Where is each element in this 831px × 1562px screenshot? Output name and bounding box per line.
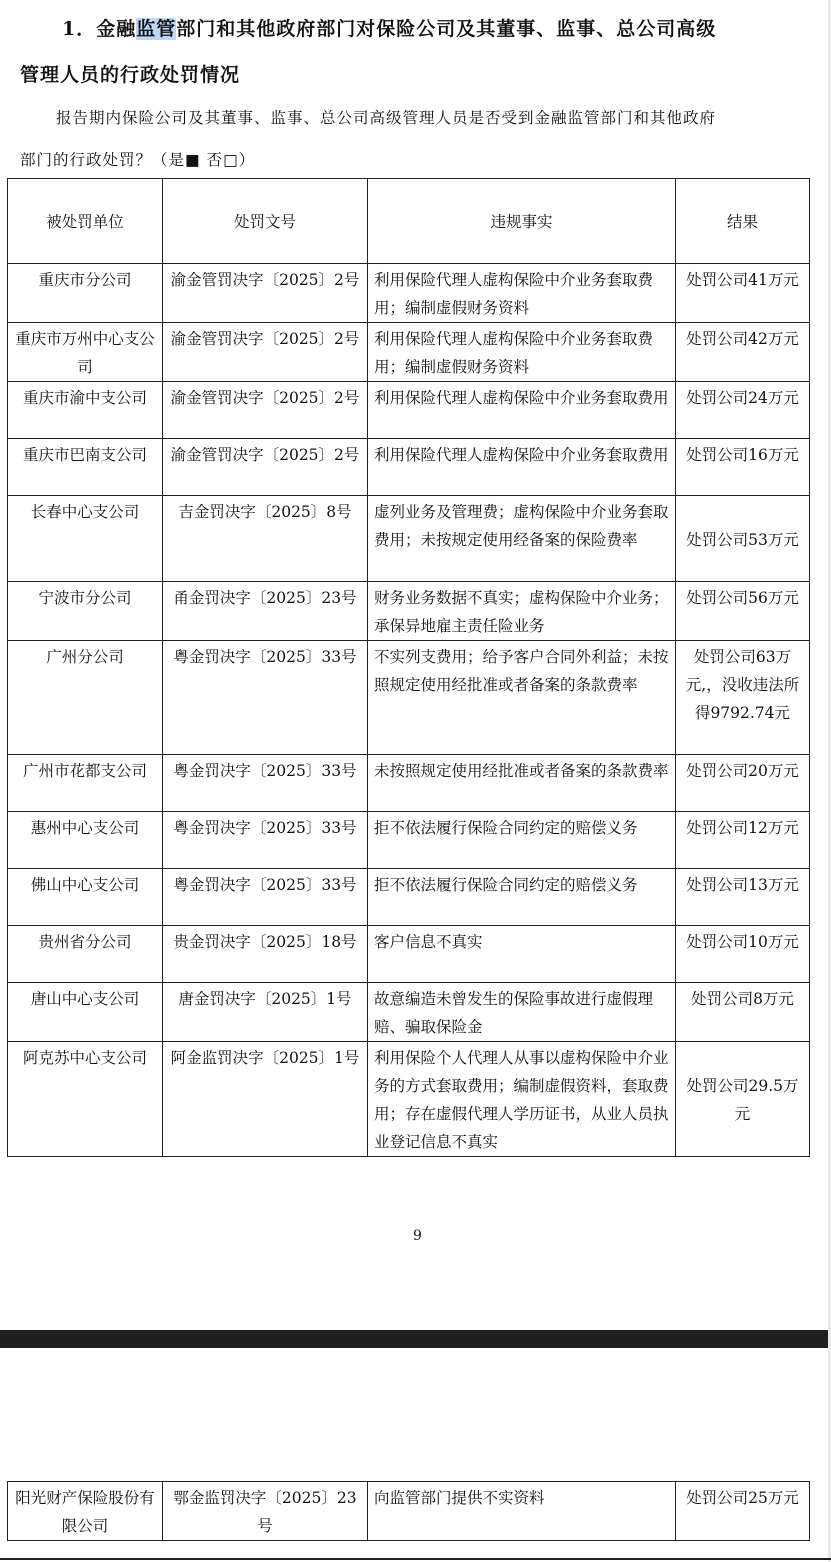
cell-result: 处罚公司8万元: [676, 983, 810, 1042]
cell-doc-number: 唐金罚决字〔2025〕1号: [163, 983, 368, 1042]
cell-violation: 向监管部门提供不实资料: [368, 1482, 676, 1541]
cell-violation: 未按照规定使用经批准或者备案的条款费率: [368, 755, 676, 812]
question-paragraph-line1: 报告期内保险公司及其董事、监事、总公司高级管理人员是否受到金融监管部门和其他政府: [56, 109, 717, 127]
cell-result: 处罚公司63万元,，没收违法所得9792.74元: [676, 641, 810, 755]
cell-violation: 拒不依法履行保险合同约定的赔偿义务: [368, 812, 676, 869]
cell-doc-number: 渝金管罚决字〔2025〕2号: [163, 382, 368, 439]
question-paragraph-line2: 部门的行政处罚？（是■ 否□）: [20, 151, 256, 169]
cell-result: 处罚公司16万元: [676, 439, 810, 496]
cell-unit: 重庆市渝中支公司: [8, 382, 163, 439]
section-heading: [62, 14, 716, 41]
heading-suffix: 部门和其他政府部门对保险公司及其董事、监事、总公司高级: [176, 18, 717, 40]
table-row: [8, 983, 810, 1042]
cell-result: 处罚公司24万元: [676, 382, 810, 439]
cell-result: 处罚公司25万元: [676, 1482, 810, 1541]
penalty-table: [7, 178, 810, 1157]
cell-result: 处罚公司12万元: [676, 812, 810, 869]
cell-doc-number: 粤金罚决字〔2025〕33号: [163, 869, 368, 926]
table-row: [8, 264, 810, 323]
cell-violation: 故意编造未曾发生的保险事故进行虚假理赔、骗取保险金: [368, 983, 676, 1042]
cell-doc-number: 鄂金监罚决字〔2025〕23号: [163, 1482, 368, 1541]
cell-result: 处罚公司29.5万元: [676, 1042, 810, 1157]
cell-violation: 利用保险代理人虚构保险中介业务套取费用；编制虚假财务资料: [368, 264, 676, 323]
cell-result: 处罚公司41万元: [676, 264, 810, 323]
cell-doc-number: 渝金管罚决字〔2025〕2号: [163, 323, 368, 382]
table-row: [8, 439, 810, 496]
table-row: [8, 926, 810, 983]
cell-unit: 重庆市分公司: [8, 264, 163, 323]
table-row: [8, 582, 810, 641]
cell-doc-number: 阿金监罚决字〔2025〕1号: [163, 1042, 368, 1157]
cell-violation: 拒不依法履行保险合同约定的赔偿义务: [368, 869, 676, 926]
penalty-table-continued: [7, 1481, 810, 1541]
table-row: [8, 323, 810, 382]
section-heading-line2: 管理人员的行政处罚情况: [20, 64, 241, 86]
cell-result: 处罚公司13万元: [676, 869, 810, 926]
header-violation: 违规事实: [368, 179, 676, 264]
table-row: [8, 641, 810, 755]
cell-unit: 广州市花都支公司: [8, 755, 163, 812]
table-header-row: [8, 179, 810, 264]
table-row: [8, 812, 810, 869]
cell-unit: 惠州中心支公司: [8, 812, 163, 869]
cell-unit: 广州分公司: [8, 641, 163, 755]
cell-doc-number: 粤金罚决字〔2025〕33号: [163, 755, 368, 812]
cell-violation: 不实列支费用；给予客户合同外利益；未按照规定使用经批准或者备案的条款费率: [368, 641, 676, 755]
table-row: [8, 496, 810, 582]
cell-unit: 重庆市巴南支公司: [8, 439, 163, 496]
cell-result: 处罚公司20万元: [676, 755, 810, 812]
cell-violation: 利用保险个人代理人从事以虚构保险中介业务的方式套取费用；编制虚假资料，套取费用；存在虚假代理人学历证书，从业人员执业登记信息不真实: [368, 1042, 676, 1157]
cell-violation: 客户信息不真实: [368, 926, 676, 983]
cell-unit: 唐山中心支公司: [8, 983, 163, 1042]
table-row: [8, 1482, 810, 1541]
header-doc-number: 处罚文号: [163, 179, 368, 264]
cell-unit: 贵州省分公司: [8, 926, 163, 983]
cell-doc-number: 粤金罚决字〔2025〕33号: [163, 812, 368, 869]
cell-unit: 宁波市分公司: [8, 582, 163, 641]
cell-unit: 阳光财产保险股份有限公司: [8, 1482, 163, 1541]
bottom-rule: [0, 1558, 831, 1560]
cell-violation: 财务业务数据不真实；虚构保险中介业务；承保异地雇主责任险业务: [368, 582, 676, 641]
page-number: 9: [413, 1228, 422, 1244]
cell-result: 处罚公司56万元: [676, 582, 810, 641]
cell-unit: 佛山中心支公司: [8, 869, 163, 926]
cell-doc-number: 吉金罚决字〔2025〕8号: [163, 496, 368, 582]
table-row: [8, 755, 810, 812]
cell-result: 处罚公司53万元: [676, 496, 810, 582]
header-result: 结果: [676, 179, 810, 264]
cell-doc-number: 甬金罚决字〔2025〕23号: [163, 582, 368, 641]
table-row: [8, 1042, 810, 1157]
heading-highlight: 监管: [136, 18, 177, 40]
cell-doc-number: 渝金管罚决字〔2025〕2号: [163, 439, 368, 496]
cell-violation: 利用保险代理人虚构保险中介业务套取费用: [368, 382, 676, 439]
cell-result: 处罚公司10万元: [676, 926, 810, 983]
cell-unit: 长春中心支公司: [8, 496, 163, 582]
cell-unit: 重庆市万州中心支公司: [8, 323, 163, 382]
cell-violation: 虚列业务及管理费；虚构保险中介业务套取费用；未按规定使用经备案的保险费率: [368, 496, 676, 582]
cell-doc-number: 粤金罚决字〔2025〕33号: [163, 641, 368, 755]
heading-prefix: 1．金融: [62, 18, 137, 40]
cell-doc-number: 渝金管罚决字〔2025〕2号: [163, 264, 368, 323]
table-row: [8, 869, 810, 926]
cell-violation: 利用保险代理人虚构保险中介业务套取费用: [368, 439, 676, 496]
page-separator-bar: [0, 1330, 831, 1348]
cell-unit: 阿克苏中心支公司: [8, 1042, 163, 1157]
cell-doc-number: 贵金罚决字〔2025〕18号: [163, 926, 368, 983]
table-row: [8, 382, 810, 439]
cell-violation: 利用保险代理人虚构保险中介业务套取费用；编制虚假财务资料: [368, 323, 676, 382]
cell-result: 处罚公司42万元: [676, 323, 810, 382]
header-unit: 被处罚单位: [8, 179, 163, 264]
